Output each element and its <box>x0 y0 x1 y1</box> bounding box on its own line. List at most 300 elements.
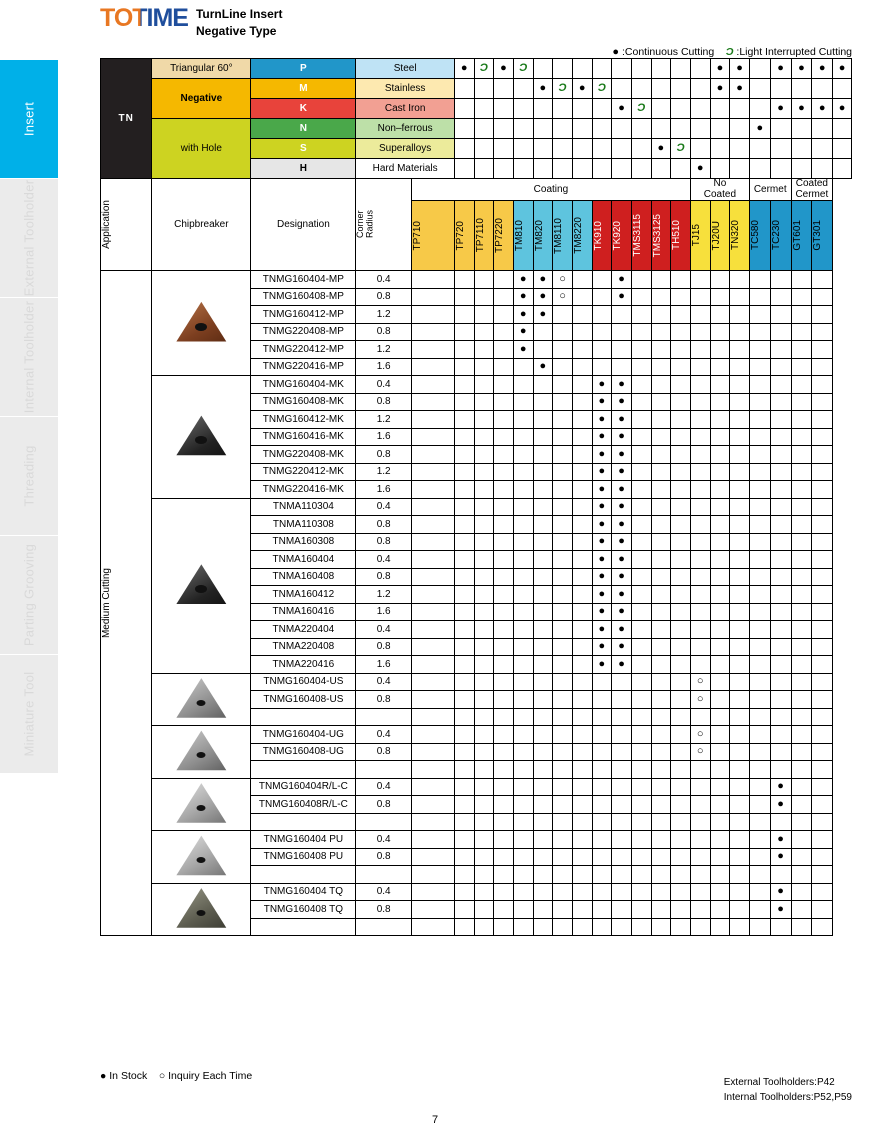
availability-cell[interactable] <box>791 341 812 359</box>
availability-cell[interactable] <box>612 516 632 534</box>
availability-cell[interactable] <box>612 831 632 849</box>
availability-cell[interactable] <box>812 463 833 481</box>
availability-cell[interactable] <box>612 866 632 884</box>
availability-cell[interactable] <box>730 761 750 779</box>
availability-cell[interactable] <box>454 638 474 656</box>
availability-cell[interactable] <box>592 446 612 464</box>
availability-cell[interactable] <box>553 393 573 411</box>
availability-cell[interactable] <box>612 883 632 901</box>
availability-cell[interactable] <box>812 428 833 446</box>
availability-cell[interactable] <box>710 323 730 341</box>
availability-cell[interactable] <box>474 831 494 849</box>
availability-cell[interactable] <box>592 918 612 936</box>
availability-cell[interactable] <box>513 481 533 499</box>
availability-cell[interactable] <box>812 411 833 429</box>
availability-cell[interactable] <box>730 551 750 569</box>
availability-cell[interactable] <box>411 848 454 866</box>
availability-cell[interactable] <box>454 918 474 936</box>
availability-cell[interactable] <box>671 918 691 936</box>
availability-cell[interactable] <box>533 901 553 919</box>
availability-cell[interactable] <box>553 813 573 831</box>
availability-cell[interactable] <box>791 393 812 411</box>
availability-cell[interactable] <box>631 358 651 376</box>
availability-cell[interactable] <box>533 446 553 464</box>
availability-cell[interactable] <box>411 271 454 289</box>
availability-cell[interactable] <box>454 411 474 429</box>
availability-cell[interactable] <box>770 778 791 796</box>
availability-cell[interactable] <box>454 656 474 674</box>
availability-cell[interactable] <box>533 831 553 849</box>
availability-cell[interactable] <box>631 848 651 866</box>
availability-cell[interactable] <box>812 288 833 306</box>
availability-cell[interactable] <box>454 288 474 306</box>
availability-cell[interactable] <box>553 708 573 726</box>
sidebar-item-insert[interactable] <box>0 60 58 178</box>
availability-cell[interactable] <box>671 498 691 516</box>
availability-cell[interactable] <box>454 883 474 901</box>
availability-cell[interactable] <box>494 358 514 376</box>
availability-cell[interactable] <box>553 533 573 551</box>
availability-cell[interactable] <box>592 516 612 534</box>
availability-cell[interactable] <box>494 778 514 796</box>
availability-cell[interactable] <box>671 883 691 901</box>
availability-cell[interactable] <box>454 358 474 376</box>
availability-cell[interactable] <box>612 271 632 289</box>
availability-cell[interactable] <box>690 428 710 446</box>
availability-cell[interactable] <box>651 481 671 499</box>
availability-cell[interactable] <box>690 498 710 516</box>
availability-cell[interactable] <box>592 673 612 691</box>
availability-cell[interactable] <box>513 428 533 446</box>
availability-cell[interactable] <box>494 533 514 551</box>
availability-cell[interactable] <box>513 656 533 674</box>
availability-cell[interactable] <box>770 306 791 324</box>
availability-cell[interactable] <box>592 586 612 604</box>
availability-cell[interactable] <box>572 341 592 359</box>
availability-cell[interactable] <box>749 393 770 411</box>
availability-cell[interactable] <box>513 288 533 306</box>
availability-cell[interactable] <box>592 463 612 481</box>
availability-cell[interactable] <box>533 306 553 324</box>
availability-cell[interactable] <box>513 551 533 569</box>
availability-cell[interactable] <box>812 796 833 814</box>
availability-cell[interactable] <box>612 533 632 551</box>
availability-cell[interactable] <box>749 428 770 446</box>
availability-cell[interactable] <box>513 796 533 814</box>
availability-cell[interactable] <box>651 568 671 586</box>
availability-cell[interactable] <box>631 638 651 656</box>
availability-cell[interactable] <box>690 358 710 376</box>
availability-cell[interactable] <box>770 918 791 936</box>
availability-cell[interactable] <box>474 551 494 569</box>
availability-cell[interactable] <box>631 271 651 289</box>
availability-cell[interactable] <box>411 306 454 324</box>
availability-cell[interactable] <box>690 673 710 691</box>
table-row[interactable] <box>101 883 852 901</box>
availability-cell[interactable] <box>572 621 592 639</box>
availability-cell[interactable] <box>494 848 514 866</box>
availability-cell[interactable] <box>411 918 454 936</box>
availability-cell[interactable] <box>553 446 573 464</box>
availability-cell[interactable] <box>474 796 494 814</box>
availability-cell[interactable] <box>812 691 833 709</box>
availability-cell[interactable] <box>770 551 791 569</box>
availability-cell[interactable] <box>749 306 770 324</box>
availability-cell[interactable] <box>553 463 573 481</box>
availability-cell[interactable] <box>791 621 812 639</box>
availability-cell[interactable] <box>651 848 671 866</box>
availability-cell[interactable] <box>671 743 691 761</box>
availability-cell[interactable] <box>791 813 812 831</box>
availability-cell[interactable] <box>454 866 474 884</box>
availability-cell[interactable] <box>770 428 791 446</box>
availability-cell[interactable] <box>572 498 592 516</box>
availability-cell[interactable] <box>454 813 474 831</box>
availability-cell[interactable] <box>631 463 651 481</box>
availability-cell[interactable] <box>592 848 612 866</box>
availability-cell[interactable] <box>612 673 632 691</box>
availability-cell[interactable] <box>710 551 730 569</box>
availability-cell[interactable] <box>411 428 454 446</box>
availability-cell[interactable] <box>749 481 770 499</box>
availability-cell[interactable] <box>513 918 533 936</box>
availability-cell[interactable] <box>411 796 454 814</box>
availability-cell[interactable] <box>474 901 494 919</box>
availability-cell[interactable] <box>494 691 514 709</box>
sidebar-item-threading[interactable] <box>0 417 58 535</box>
availability-cell[interactable] <box>474 848 494 866</box>
availability-cell[interactable] <box>730 796 750 814</box>
availability-cell[interactable] <box>671 586 691 604</box>
availability-cell[interactable] <box>513 516 533 534</box>
availability-cell[interactable] <box>533 743 553 761</box>
availability-cell[interactable] <box>494 428 514 446</box>
availability-cell[interactable] <box>631 761 651 779</box>
availability-cell[interactable] <box>812 481 833 499</box>
availability-cell[interactable] <box>553 568 573 586</box>
availability-cell[interactable] <box>749 918 770 936</box>
availability-cell[interactable] <box>631 516 651 534</box>
availability-cell[interactable] <box>572 446 592 464</box>
availability-cell[interactable] <box>710 796 730 814</box>
availability-cell[interactable] <box>651 393 671 411</box>
availability-cell[interactable] <box>572 358 592 376</box>
availability-cell[interactable] <box>690 586 710 604</box>
availability-cell[interactable] <box>812 603 833 621</box>
availability-cell[interactable] <box>513 691 533 709</box>
availability-cell[interactable] <box>513 761 533 779</box>
availability-cell[interactable] <box>612 743 632 761</box>
availability-cell[interactable] <box>474 726 494 744</box>
availability-cell[interactable] <box>710 673 730 691</box>
availability-cell[interactable] <box>690 551 710 569</box>
availability-cell[interactable] <box>454 586 474 604</box>
availability-cell[interactable] <box>533 428 553 446</box>
availability-cell[interactable] <box>513 323 533 341</box>
availability-cell[interactable] <box>474 411 494 429</box>
availability-cell[interactable] <box>812 831 833 849</box>
availability-cell[interactable] <box>651 743 671 761</box>
availability-cell[interactable] <box>411 778 454 796</box>
availability-cell[interactable] <box>791 673 812 691</box>
availability-cell[interactable] <box>651 656 671 674</box>
availability-cell[interactable] <box>690 901 710 919</box>
availability-cell[interactable] <box>671 428 691 446</box>
availability-cell[interactable] <box>749 516 770 534</box>
availability-cell[interactable] <box>710 481 730 499</box>
availability-cell[interactable] <box>791 866 812 884</box>
availability-cell[interactable] <box>474 516 494 534</box>
availability-cell[interactable] <box>770 813 791 831</box>
availability-cell[interactable] <box>791 656 812 674</box>
availability-cell[interactable] <box>730 708 750 726</box>
availability-cell[interactable] <box>651 463 671 481</box>
availability-cell[interactable] <box>631 551 651 569</box>
availability-cell[interactable] <box>494 586 514 604</box>
availability-cell[interactable] <box>770 761 791 779</box>
availability-cell[interactable] <box>612 463 632 481</box>
availability-cell[interactable] <box>411 463 454 481</box>
availability-cell[interactable] <box>553 621 573 639</box>
availability-cell[interactable] <box>631 918 651 936</box>
availability-cell[interactable] <box>513 638 533 656</box>
availability-cell[interactable] <box>572 638 592 656</box>
availability-cell[interactable] <box>474 446 494 464</box>
availability-cell[interactable] <box>454 271 474 289</box>
availability-cell[interactable] <box>749 848 770 866</box>
availability-cell[interactable] <box>710 288 730 306</box>
availability-cell[interactable] <box>454 481 474 499</box>
availability-cell[interactable] <box>749 533 770 551</box>
availability-cell[interactable] <box>592 341 612 359</box>
availability-cell[interactable] <box>631 813 651 831</box>
availability-cell[interactable] <box>730 393 750 411</box>
availability-cell[interactable] <box>690 918 710 936</box>
availability-cell[interactable] <box>592 376 612 394</box>
availability-cell[interactable] <box>651 446 671 464</box>
availability-cell[interactable] <box>494 621 514 639</box>
availability-cell[interactable] <box>612 796 632 814</box>
availability-cell[interactable] <box>671 621 691 639</box>
availability-cell[interactable] <box>612 428 632 446</box>
availability-cell[interactable] <box>553 883 573 901</box>
availability-cell[interactable] <box>553 638 573 656</box>
availability-cell[interactable] <box>474 358 494 376</box>
availability-cell[interactable] <box>553 481 573 499</box>
availability-cell[interactable] <box>812 621 833 639</box>
availability-cell[interactable] <box>791 708 812 726</box>
availability-cell[interactable] <box>631 603 651 621</box>
availability-cell[interactable] <box>812 848 833 866</box>
availability-cell[interactable] <box>730 376 750 394</box>
availability-cell[interactable] <box>631 498 651 516</box>
availability-cell[interactable] <box>553 603 573 621</box>
sidebar-item-external-toolholder[interactable] <box>0 179 58 297</box>
availability-cell[interactable] <box>671 376 691 394</box>
availability-cell[interactable] <box>651 516 671 534</box>
availability-cell[interactable] <box>533 708 553 726</box>
availability-cell[interactable] <box>710 918 730 936</box>
availability-cell[interactable] <box>474 638 494 656</box>
availability-cell[interactable] <box>749 288 770 306</box>
availability-cell[interactable] <box>812 271 833 289</box>
availability-cell[interactable] <box>671 831 691 849</box>
availability-cell[interactable] <box>651 708 671 726</box>
table-row[interactable] <box>101 376 852 394</box>
availability-cell[interactable] <box>749 621 770 639</box>
availability-cell[interactable] <box>612 813 632 831</box>
availability-cell[interactable] <box>791 516 812 534</box>
availability-cell[interactable] <box>592 428 612 446</box>
availability-cell[interactable] <box>612 901 632 919</box>
availability-cell[interactable] <box>474 813 494 831</box>
availability-cell[interactable] <box>791 428 812 446</box>
availability-cell[interactable] <box>631 691 651 709</box>
availability-cell[interactable] <box>631 446 651 464</box>
availability-cell[interactable] <box>592 533 612 551</box>
availability-cell[interactable] <box>533 866 553 884</box>
availability-cell[interactable] <box>631 901 651 919</box>
availability-cell[interactable] <box>710 848 730 866</box>
availability-cell[interactable] <box>730 901 750 919</box>
availability-cell[interactable] <box>651 533 671 551</box>
availability-cell[interactable] <box>651 638 671 656</box>
availability-cell[interactable] <box>612 778 632 796</box>
availability-cell[interactable] <box>710 621 730 639</box>
availability-cell[interactable] <box>651 358 671 376</box>
availability-cell[interactable] <box>474 568 494 586</box>
availability-cell[interactable] <box>513 498 533 516</box>
availability-cell[interactable] <box>710 831 730 849</box>
availability-cell[interactable] <box>474 288 494 306</box>
availability-cell[interactable] <box>671 901 691 919</box>
availability-cell[interactable] <box>494 918 514 936</box>
availability-cell[interactable] <box>513 726 533 744</box>
availability-cell[interactable] <box>651 883 671 901</box>
availability-cell[interactable] <box>411 323 454 341</box>
availability-cell[interactable] <box>730 848 750 866</box>
availability-cell[interactable] <box>651 323 671 341</box>
availability-cell[interactable] <box>474 481 494 499</box>
availability-cell[interactable] <box>411 621 454 639</box>
availability-cell[interactable] <box>651 691 671 709</box>
availability-cell[interactable] <box>533 498 553 516</box>
availability-cell[interactable] <box>513 603 533 621</box>
availability-cell[interactable] <box>572 411 592 429</box>
availability-cell[interactable] <box>770 603 791 621</box>
availability-cell[interactable] <box>690 393 710 411</box>
availability-cell[interactable] <box>513 901 533 919</box>
availability-cell[interactable] <box>631 568 651 586</box>
availability-cell[interactable] <box>671 848 691 866</box>
availability-cell[interactable] <box>454 761 474 779</box>
availability-cell[interactable] <box>651 411 671 429</box>
availability-cell[interactable] <box>710 866 730 884</box>
availability-cell[interactable] <box>411 481 454 499</box>
availability-cell[interactable] <box>791 481 812 499</box>
availability-cell[interactable] <box>749 568 770 586</box>
availability-cell[interactable] <box>710 358 730 376</box>
availability-cell[interactable] <box>749 586 770 604</box>
availability-cell[interactable] <box>730 778 750 796</box>
availability-cell[interactable] <box>572 516 592 534</box>
availability-cell[interactable] <box>690 481 710 499</box>
availability-cell[interactable] <box>671 411 691 429</box>
availability-cell[interactable] <box>651 341 671 359</box>
availability-cell[interactable] <box>411 393 454 411</box>
availability-cell[interactable] <box>572 568 592 586</box>
availability-cell[interactable] <box>631 656 651 674</box>
availability-cell[interactable] <box>454 341 474 359</box>
availability-cell[interactable] <box>494 463 514 481</box>
availability-cell[interactable] <box>513 813 533 831</box>
availability-cell[interactable] <box>513 358 533 376</box>
availability-cell[interactable] <box>671 761 691 779</box>
availability-cell[interactable] <box>770 673 791 691</box>
availability-cell[interactable] <box>749 376 770 394</box>
availability-cell[interactable] <box>572 848 592 866</box>
availability-cell[interactable] <box>572 306 592 324</box>
availability-cell[interactable] <box>592 761 612 779</box>
availability-cell[interactable] <box>474 866 494 884</box>
availability-cell[interactable] <box>671 393 691 411</box>
availability-cell[interactable] <box>671 603 691 621</box>
availability-cell[interactable] <box>474 883 494 901</box>
availability-cell[interactable] <box>791 831 812 849</box>
availability-cell[interactable] <box>494 831 514 849</box>
table-row[interactable] <box>101 726 852 744</box>
availability-cell[interactable] <box>631 393 651 411</box>
availability-cell[interactable] <box>730 568 750 586</box>
availability-cell[interactable] <box>411 446 454 464</box>
availability-cell[interactable] <box>631 323 651 341</box>
availability-cell[interactable] <box>494 516 514 534</box>
availability-cell[interactable] <box>671 673 691 691</box>
availability-cell[interactable] <box>710 446 730 464</box>
availability-cell[interactable] <box>454 901 474 919</box>
availability-cell[interactable] <box>454 848 474 866</box>
availability-cell[interactable] <box>749 656 770 674</box>
availability-cell[interactable] <box>494 498 514 516</box>
availability-cell[interactable] <box>749 796 770 814</box>
availability-cell[interactable] <box>454 463 474 481</box>
availability-cell[interactable] <box>749 813 770 831</box>
availability-cell[interactable] <box>533 603 553 621</box>
availability-cell[interactable] <box>710 883 730 901</box>
availability-cell[interactable] <box>612 358 632 376</box>
availability-cell[interactable] <box>631 411 651 429</box>
availability-cell[interactable] <box>631 533 651 551</box>
availability-cell[interactable] <box>690 306 710 324</box>
availability-cell[interactable] <box>791 726 812 744</box>
availability-cell[interactable] <box>592 481 612 499</box>
availability-cell[interactable] <box>533 673 553 691</box>
availability-cell[interactable] <box>770 743 791 761</box>
availability-cell[interactable] <box>494 341 514 359</box>
availability-cell[interactable] <box>572 656 592 674</box>
availability-cell[interactable] <box>791 288 812 306</box>
availability-cell[interactable] <box>513 341 533 359</box>
availability-cell[interactable] <box>791 551 812 569</box>
availability-cell[interactable] <box>651 498 671 516</box>
availability-cell[interactable] <box>690 568 710 586</box>
availability-cell[interactable] <box>730 621 750 639</box>
availability-cell[interactable] <box>553 866 573 884</box>
availability-cell[interactable] <box>494 673 514 691</box>
availability-cell[interactable] <box>612 376 632 394</box>
availability-cell[interactable] <box>671 358 691 376</box>
availability-cell[interactable] <box>791 376 812 394</box>
